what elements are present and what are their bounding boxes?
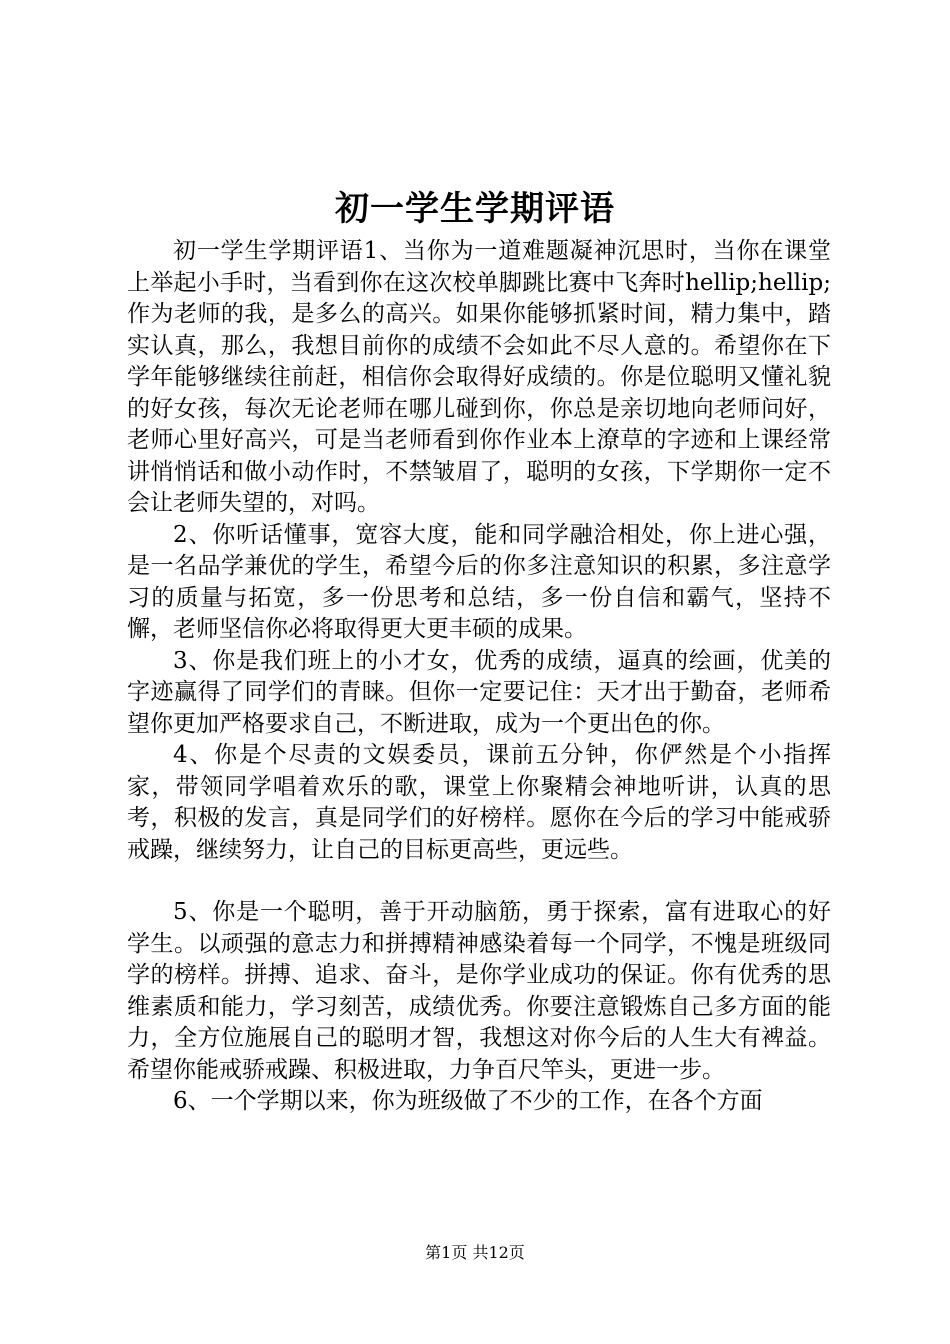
document-body [127, 236, 831, 1118]
paragraph-1: 初一学生学期评语1、当你为一道难题凝神沉思时，当你在课堂上举起小手时，当看到你在这次校单脚跳比赛中飞奔时hellip;hellip;作为老师的我，是多么的高兴。如果你能够抓紧时间，精力集中，踏实认真，那么，我想目前你的成绩不会如此不尽人意的。希望你在下学年能够继续往前赶，相信你会取得好成绩的。你是位聪明又懂礼貌的好女孩，每次无论老师在哪儿碰到你，你总是亲切地向老师问好，老师心里好高兴，可是当老师看到你作业本上潦草的字迹和上课经常讲悄悄话和做小动作时，不禁皱眉了，聪明的女孩，下学期你一定不会让老师失望的，对吗。 [127, 238, 831, 516]
document-title: 初一学生学期评语 [335, 189, 615, 229]
paragraph-2: 2、你听话懂事，宽容大度，能和同学融洽相处，你上进心强，是一名品学兼优的学生，希望今后的你多注意知识的积累，多注意学习的质量与拓宽，多一份思考和总结，多一份自信和霸气，坚持不懈，老师坚信你必将取得更大更丰硕的成果。 [127, 521, 831, 642]
paragraph-5: 5、你是一个聪明，善于开动脑筋，勇于探索，富有进取心的好学生。以顽强的意志力和拼搏精神感染着每一个同学，不愧是班级同学的榜样。拼搏、追求、奋斗，是你学业成功的保证。你有优秀的思维素质和能力，学习刻苦，成绩优秀。你要注意锻炼自己多方面的能力，全方位施展自己的聪明才智，我想这对你今后的人生大有裨益。希望你能戒骄戒躁、积极进取，力争百尺竿头，更进一步。 [127, 899, 831, 1083]
paragraph-3: 3、你是我们班上的小才女，优秀的成绩，逼真的绘画，优美的字迹赢得了同学们的青睐。但你一定要记住：天才出于勤奋，老师希望你更加严格要求自己，不断进取，成为一个更出色的你。 [127, 647, 831, 737]
page-number-footer: 第1页 共12页 [425, 1243, 525, 1262]
paragraph-4: 4、你是个尽责的文娱委员，课前五分钟，你俨然是个小指挥家，带领同学唱着欢乐的歌，课堂上你聚精会神地听讲，认真的思考，积极的发言，真是同学们的好榜样。愿你在今后的学习中能戒骄戒躁，继续努力，让自己的目标更高些，更远些。 [127, 742, 831, 863]
paragraph-6: 6、一个学期以来，你为班级做了不少的工作，在各个方面 [173, 1088, 763, 1114]
